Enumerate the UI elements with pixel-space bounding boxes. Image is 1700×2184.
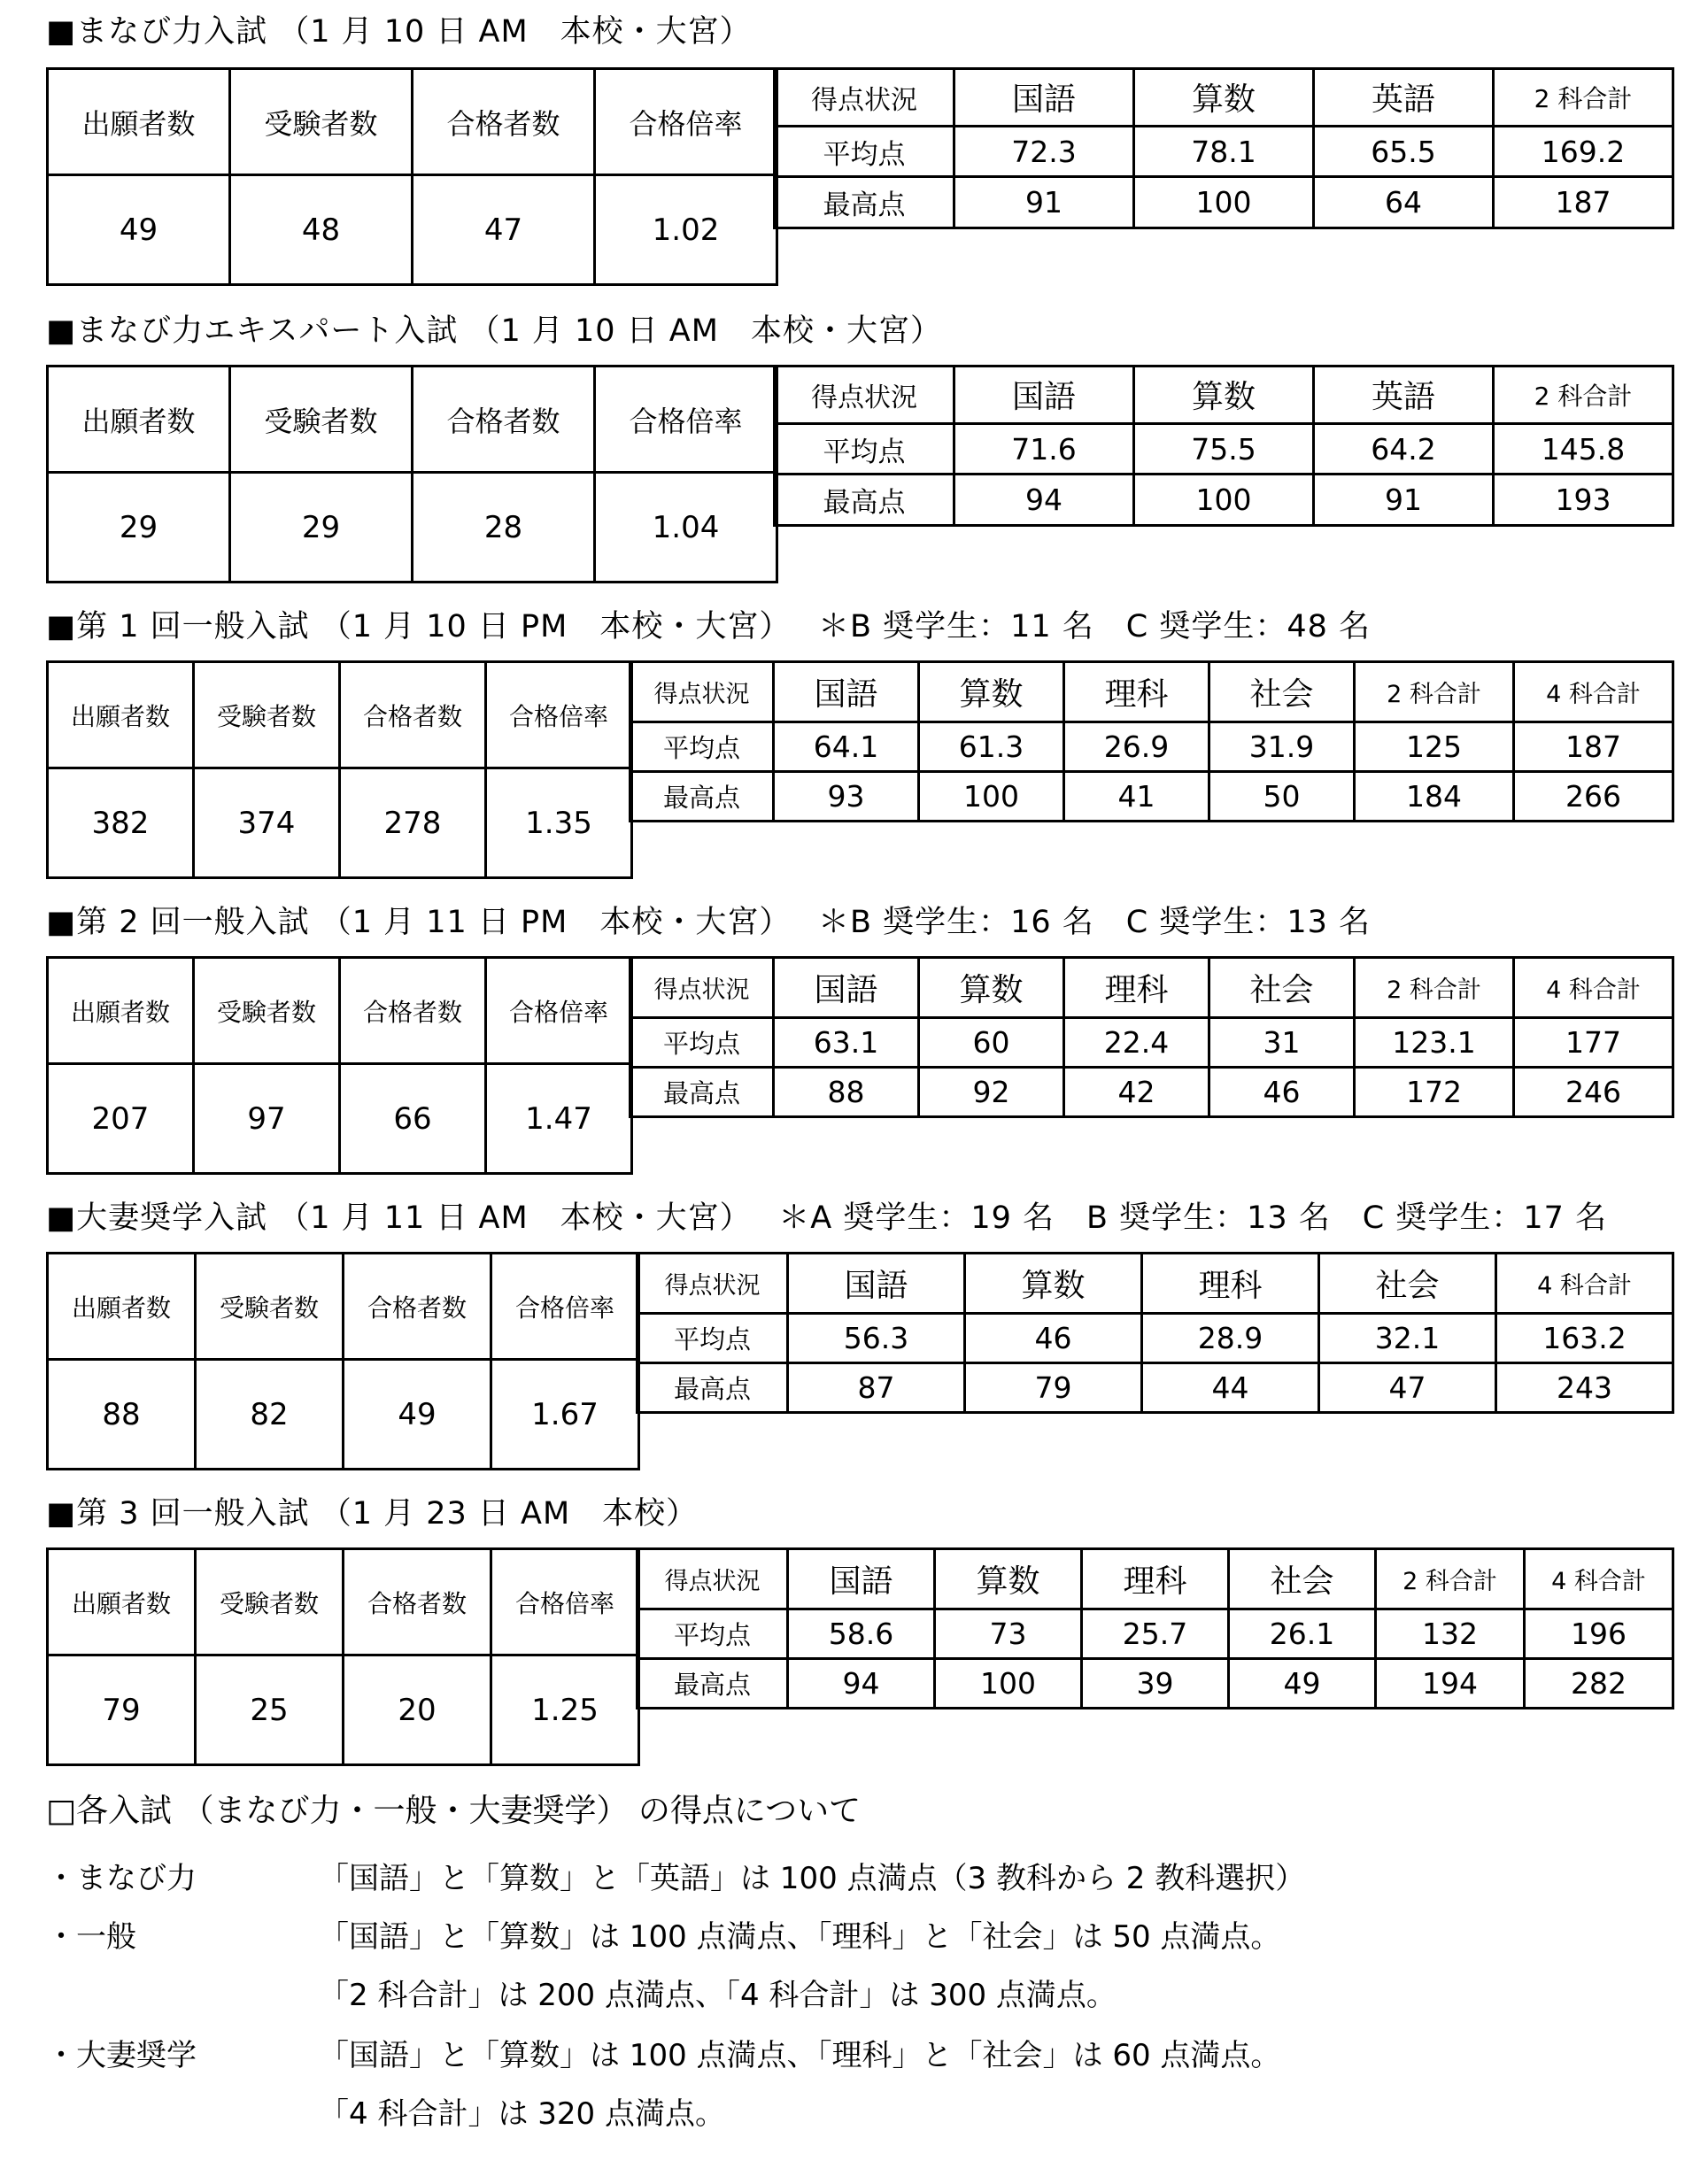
subject-header: 国語 — [788, 1549, 935, 1609]
score-cell: 132 — [1376, 1609, 1525, 1659]
stats-value: 25 — [196, 1655, 344, 1765]
stats-value: 1.25 — [491, 1655, 639, 1765]
subject-header: 理科 — [1064, 958, 1209, 1018]
stats-header: 受験者数 — [230, 367, 413, 473]
stats-value: 207 — [48, 1064, 194, 1174]
score-cell: 184 — [1355, 772, 1514, 822]
score-cell: 282 — [1525, 1659, 1673, 1709]
score-cell: 65.5 — [1314, 126, 1494, 177]
subject-header: 2 科合計 — [1376, 1549, 1525, 1609]
stats-header: 受験者数 — [194, 662, 340, 768]
subject-header: 算数 — [1134, 69, 1314, 127]
score-cell: 196 — [1525, 1609, 1673, 1659]
note-text: 「国語」と「算数」と「英語」は 100 点満点（3 教科から 2 教科選択） — [319, 1861, 1306, 1896]
score-cell: 26.1 — [1229, 1609, 1376, 1659]
stats-header: 出願者数 — [48, 367, 230, 473]
row-label-max: 最高点 — [775, 475, 954, 526]
row-label-max: 最高点 — [630, 772, 774, 822]
stats-header: 合格倍率 — [486, 662, 632, 768]
subject-header: 2 科合計 — [1355, 662, 1514, 722]
stats-header: 受験者数 — [196, 1549, 344, 1655]
stats-header: 合格倍率 — [595, 367, 777, 473]
score-cell: 72.3 — [954, 126, 1134, 177]
subject-header: 社会 — [1319, 1254, 1496, 1314]
stats-table — [46, 956, 633, 1175]
section-title: ■大妻奨学入試 （1 月 11 日 AM 本校・大宮） ＊A 奨学生：19 名 B 奨学生：13 名 C 奨学生：17 名 — [46, 1200, 1608, 1236]
score-status-label: 得点状況 — [638, 1254, 788, 1314]
row-label-average: 平均点 — [630, 722, 774, 772]
row-label-max: 最高点 — [630, 1068, 774, 1117]
row-label-max: 最高点 — [638, 1363, 788, 1413]
stats-value: 1.04 — [595, 473, 777, 583]
subject-header: 2 科合計 — [1494, 69, 1673, 127]
subject-header: 国語 — [788, 1254, 965, 1314]
score-cell: 193 — [1494, 475, 1673, 526]
stats-header: 合格倍率 — [486, 958, 632, 1064]
note-text: 「2 科合計」は 200 点満点、「4 科合計」は 300 点満点。 — [319, 1978, 1117, 2013]
score-table — [773, 365, 1674, 527]
score-cell: 50 — [1209, 772, 1355, 822]
subject-header: 算数 — [919, 662, 1064, 722]
section-title: ■まなび力エキスパート入試 （1 月 10 日 AM 本校・大宮） — [46, 313, 942, 349]
section-title: ■第 3 回一般入試 （1 月 23 日 AM 本校） — [46, 1496, 699, 1532]
score-table — [773, 67, 1674, 229]
stats-header: 受験者数 — [196, 1254, 344, 1360]
score-cell: 31.9 — [1209, 722, 1355, 772]
subject-header: 4 科合計 — [1525, 1549, 1673, 1609]
score-cell: 31 — [1209, 1018, 1355, 1068]
score-cell: 79 — [965, 1363, 1142, 1413]
row-label-average: 平均点 — [630, 1018, 774, 1068]
score-cell: 42 — [1064, 1068, 1209, 1117]
stats-value: 66 — [340, 1064, 486, 1174]
score-cell: 100 — [1134, 475, 1314, 526]
subject-header: 英語 — [1314, 367, 1494, 424]
score-cell: 88 — [774, 1068, 919, 1117]
subject-header: 4 科合計 — [1496, 1254, 1673, 1314]
row-label-average: 平均点 — [638, 1609, 788, 1659]
score-cell: 243 — [1496, 1363, 1673, 1413]
subject-header: 算数 — [935, 1549, 1082, 1609]
note-text: 「国語」と「算数」は 100 点満点、「理科」と「社会」は 50 点満点。 — [319, 1919, 1281, 1955]
score-cell: 145.8 — [1494, 423, 1673, 475]
score-cell: 163.2 — [1496, 1314, 1673, 1363]
score-cell: 41 — [1064, 772, 1209, 822]
score-cell: 32.1 — [1319, 1314, 1496, 1363]
stats-value: 278 — [340, 768, 486, 878]
stats-table — [46, 67, 778, 286]
stats-table — [46, 365, 778, 583]
score-cell: 64 — [1314, 177, 1494, 228]
score-cell: 60 — [919, 1018, 1064, 1068]
stats-header: 出願者数 — [48, 69, 230, 175]
score-cell: 39 — [1082, 1659, 1229, 1709]
note-label: ・まなび力 — [46, 1861, 197, 1896]
score-cell: 25.7 — [1082, 1609, 1229, 1659]
subject-header: 国語 — [954, 69, 1134, 127]
score-cell: 49 — [1229, 1659, 1376, 1709]
note-text: 「4 科合計」は 320 点満点。 — [319, 2096, 725, 2132]
score-cell: 46 — [1209, 1068, 1355, 1117]
score-status-label: 得点状況 — [630, 662, 774, 722]
score-cell: 187 — [1494, 177, 1673, 228]
score-cell: 75.5 — [1134, 423, 1314, 475]
stats-value: 28 — [413, 473, 595, 583]
score-table — [636, 1547, 1674, 1709]
score-cell: 246 — [1514, 1068, 1673, 1117]
stats-table — [46, 660, 633, 879]
score-cell: 100 — [919, 772, 1064, 822]
score-cell: 47 — [1319, 1363, 1496, 1413]
stats-value: 1.47 — [486, 1064, 632, 1174]
subject-header: 2 科合計 — [1355, 958, 1514, 1018]
notes-title: □各入試 （まなび力・一般・大妻奨学） の得点について — [46, 1793, 862, 1829]
score-cell: 266 — [1514, 772, 1673, 822]
subject-header: 理科 — [1064, 662, 1209, 722]
stats-header: 出願者数 — [48, 1549, 196, 1655]
stats-header: 合格者数 — [340, 958, 486, 1064]
score-cell: 169.2 — [1494, 126, 1673, 177]
row-label-average: 平均点 — [775, 126, 954, 177]
subject-header: 理科 — [1082, 1549, 1229, 1609]
note-text: 「国語」と「算数」は 100 点満点、「理科」と「社会」は 60 点満点。 — [319, 2038, 1281, 2073]
score-cell: 64.1 — [774, 722, 919, 772]
score-cell: 78.1 — [1134, 126, 1314, 177]
subject-header: 社会 — [1209, 662, 1355, 722]
stats-value: 88 — [48, 1360, 196, 1470]
stats-header: 合格者数 — [340, 662, 486, 768]
stats-header: 合格者数 — [413, 367, 595, 473]
score-cell: 28.9 — [1142, 1314, 1319, 1363]
stats-table — [46, 1547, 640, 1766]
stats-value: 49 — [48, 175, 230, 285]
score-cell: 177 — [1514, 1018, 1673, 1068]
note-label: ・大妻奨学 — [46, 2038, 197, 2073]
subject-header: 社会 — [1229, 1549, 1376, 1609]
score-cell: 63.1 — [774, 1018, 919, 1068]
score-cell: 125 — [1355, 722, 1514, 772]
subject-header: 2 科合計 — [1494, 367, 1673, 424]
stats-value: 82 — [196, 1360, 344, 1470]
stats-header: 出願者数 — [48, 958, 194, 1064]
score-table — [629, 956, 1674, 1118]
score-cell: 71.6 — [954, 423, 1134, 475]
stats-value: 1.02 — [595, 175, 777, 285]
subject-header: 4 科合計 — [1514, 662, 1673, 722]
score-cell: 87 — [788, 1363, 965, 1413]
note-label: ・一般 — [46, 1919, 136, 1955]
stats-table — [46, 1252, 640, 1470]
score-status-label: 得点状況 — [630, 958, 774, 1018]
stats-value: 47 — [413, 175, 595, 285]
stats-value: 29 — [48, 473, 230, 583]
score-status-label: 得点状況 — [638, 1549, 788, 1609]
stats-header: 受験者数 — [194, 958, 340, 1064]
score-table — [629, 660, 1674, 822]
row-label-max: 最高点 — [775, 177, 954, 228]
row-label-average: 平均点 — [638, 1314, 788, 1363]
subject-header: 国語 — [774, 662, 919, 722]
stats-header: 合格者数 — [344, 1254, 491, 1360]
subject-header: 国語 — [774, 958, 919, 1018]
subject-header: 算数 — [965, 1254, 1142, 1314]
stats-value: 29 — [230, 473, 413, 583]
score-cell: 26.9 — [1064, 722, 1209, 772]
section-title: ■第 2 回一般入試 （1 月 11 日 PM 本校・大宮） ＊B 奨学生：16 名 C 奨学生：13 名 — [46, 905, 1371, 940]
score-cell: 92 — [919, 1068, 1064, 1117]
score-cell: 187 — [1514, 722, 1673, 772]
stats-value: 49 — [344, 1360, 491, 1470]
stats-value: 79 — [48, 1655, 196, 1765]
score-cell: 61.3 — [919, 722, 1064, 772]
score-cell: 22.4 — [1064, 1018, 1209, 1068]
stats-header: 出願者数 — [48, 662, 194, 768]
row-label-average: 平均点 — [775, 423, 954, 475]
subject-header: 社会 — [1209, 958, 1355, 1018]
score-cell: 94 — [954, 475, 1134, 526]
score-cell: 58.6 — [788, 1609, 935, 1659]
stats-value: 48 — [230, 175, 413, 285]
score-cell: 172 — [1355, 1068, 1514, 1117]
subject-header: 算数 — [919, 958, 1064, 1018]
subject-header: 理科 — [1142, 1254, 1319, 1314]
stats-header: 出願者数 — [48, 1254, 196, 1360]
score-cell: 73 — [935, 1609, 1082, 1659]
stats-value: 20 — [344, 1655, 491, 1765]
stats-header: 受験者数 — [230, 69, 413, 175]
section-title: ■第 1 回一般入試 （1 月 10 日 PM 本校・大宮） ＊B 奨学生：11 名 C 奨学生：48 名 — [46, 609, 1371, 644]
stats-header: 合格倍率 — [595, 69, 777, 175]
score-cell: 100 — [935, 1659, 1082, 1709]
score-cell: 94 — [788, 1659, 935, 1709]
row-label-max: 最高点 — [638, 1659, 788, 1709]
score-status-label: 得点状況 — [775, 69, 954, 127]
score-status-label: 得点状況 — [775, 367, 954, 424]
score-cell: 194 — [1376, 1659, 1525, 1709]
subject-header: 英語 — [1314, 69, 1494, 127]
stats-header: 合格者数 — [344, 1549, 491, 1655]
score-cell: 64.2 — [1314, 423, 1494, 475]
score-cell: 56.3 — [788, 1314, 965, 1363]
stats-header: 合格倍率 — [491, 1549, 639, 1655]
stats-header: 合格倍率 — [491, 1254, 639, 1360]
section-title: ■まなび力入試 （1 月 10 日 AM 本校・大宮） — [46, 14, 752, 50]
stats-value: 374 — [194, 768, 340, 878]
subject-header: 4 科合計 — [1514, 958, 1673, 1018]
stats-value: 97 — [194, 1064, 340, 1174]
stats-value: 382 — [48, 768, 194, 878]
score-cell: 100 — [1134, 177, 1314, 228]
stats-value: 1.35 — [486, 768, 632, 878]
score-cell: 91 — [954, 177, 1134, 228]
score-cell: 44 — [1142, 1363, 1319, 1413]
score-table — [636, 1252, 1674, 1414]
score-cell: 91 — [1314, 475, 1494, 526]
score-cell: 46 — [965, 1314, 1142, 1363]
score-cell: 93 — [774, 772, 919, 822]
stats-value: 1.67 — [491, 1360, 639, 1470]
subject-header: 算数 — [1134, 367, 1314, 424]
stats-header: 合格者数 — [413, 69, 595, 175]
subject-header: 国語 — [954, 367, 1134, 424]
score-cell: 123.1 — [1355, 1018, 1514, 1068]
